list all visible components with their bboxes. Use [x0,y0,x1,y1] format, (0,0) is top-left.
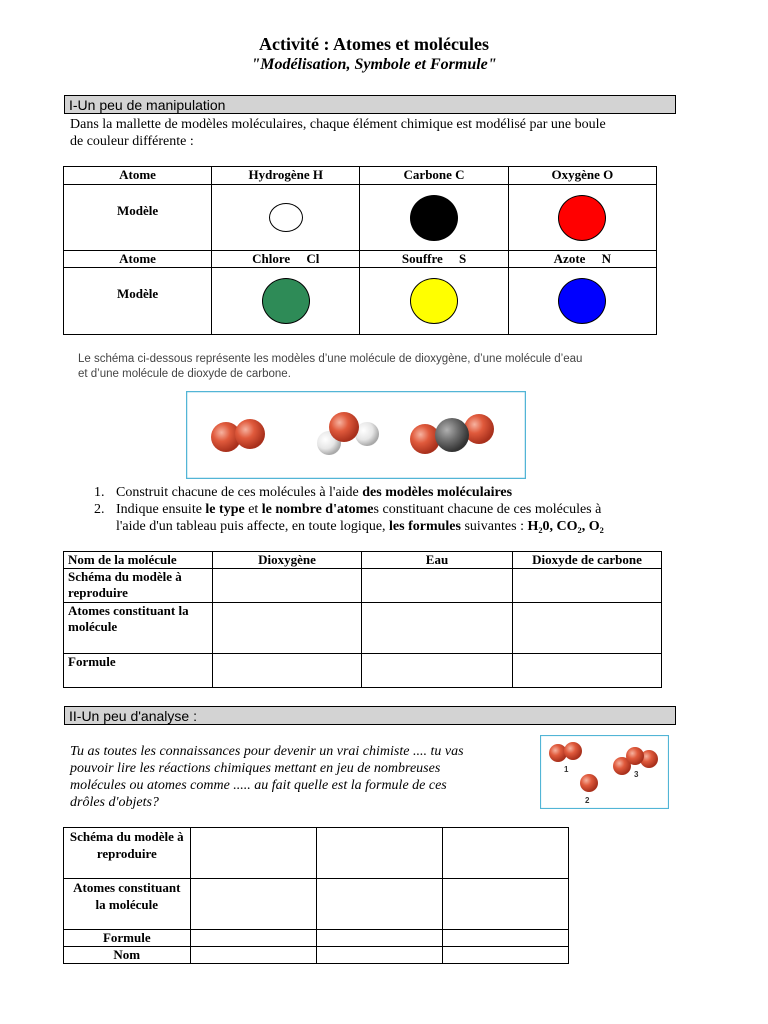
molecules-cell[interactable] [362,654,513,688]
molecules-row-label-atoms: Atomes constituant la molécule [64,603,213,654]
atom-name-carbon: Carbone C [360,167,508,185]
model-label-2: Modèle [64,268,212,335]
instruction-2-part-f: suivantes : [460,519,528,534]
figure-caption-line-1: Le schéma ci-dessous représente les modèles d’une molécule de dioxygène, d’une molécule d’eau [78,353,583,365]
analysis-cell[interactable] [190,930,316,947]
analysis-row-label-formula: Formule [64,930,191,947]
analysis-cell[interactable] [316,947,442,964]
analysis-row-label-atoms: Atomes constituant la molécule [64,879,191,930]
molecules-cell[interactable] [213,569,362,603]
analysis-cell[interactable] [190,828,316,879]
analysis-text-line-1: Tu as toutes les connaissances pour devenir un vrai chimiste .... tu vas [70,744,464,759]
mystery-molecule-1-atom-2 [564,742,582,760]
co2-carbon [435,418,469,452]
figure-caption-line-2: et d’une molécule de dioxyde de carbone. [78,368,291,380]
instructions-list [94,484,674,536]
molecule-models-illustration [186,391,526,479]
molecules-table-header-co2: Dioxyde de carbone [513,552,662,569]
atom-name-nitrogen: Azote N [508,251,656,268]
molecules-cell[interactable] [362,603,513,654]
h2o-oxygen [329,412,359,442]
co2-oxygen-2 [464,414,494,444]
molecules-cell[interactable] [213,654,362,688]
instruction-2-line-2 [116,518,604,535]
analysis-cell[interactable] [316,879,442,930]
atom-name-oxygen: Oxygène O [508,167,656,185]
mystery-molecules-illustration [540,735,669,809]
molecules-cell[interactable] [513,603,662,654]
analysis-cell[interactable] [190,879,316,930]
figure-label-2: 2 [585,796,590,805]
mystery-molecule-2-atom [580,774,598,792]
intro-line-2: de couleur différente : [70,134,194,149]
molecules-row-label-formula: Formule [64,654,213,688]
instruction-1-text: Construit chacune de ces molécules à l'aide [116,485,363,500]
analysis-cell[interactable] [316,828,442,879]
instruction-2-number: 2. [94,502,105,517]
analysis-cell[interactable] [442,930,568,947]
analysis-text-line-3: molécules ou atomes comme ..... au fait quelle est la formule de ces [70,778,447,793]
molecules-cell[interactable] [513,654,662,688]
molecules-table-header-name: Nom de la molécule [64,552,213,569]
instruction-2-line-2-text: l'aide d'un tableau puis affecte, en toute logique, [116,519,390,534]
figure-label-3: 3 [634,770,639,779]
mystery-molecule-3-atom-2 [626,747,644,765]
section-heading-manipulation: I-Un peu de manipulation [64,95,676,114]
molecules-row-label-schema: Schéma du modèle à reproduire [64,569,213,603]
formulas-list: H₂0, CO₂, O₂ [527,519,604,534]
instruction-2-line-1 [116,501,601,518]
molecules-cell[interactable] [513,569,662,603]
o2-atom-2 [235,419,265,449]
model-label: Modèle [64,185,212,251]
sulfur-ball [410,278,458,324]
nitrogen-ball [558,278,606,324]
instruction-2-part-b: le type [205,502,245,517]
carbon-ball [410,195,458,241]
molecules-table-header-dioxygen: Dioxygène [213,552,362,569]
analysis-table [63,827,569,964]
figure-label-1: 1 [564,765,569,774]
instruction-2-part-a: Indique ensuite [116,502,206,517]
instruction-1-number: 1. [94,485,105,500]
analysis-cell[interactable] [190,947,316,964]
atom-header: Atome [64,167,212,185]
analysis-cell[interactable] [442,879,568,930]
instruction-2-part-e: s constituant chacune de ces molécules à [373,502,602,517]
analysis-row-label-schema: Schéma du modèle à reproduire [64,828,191,879]
page-subtitle: "Modélisation, Symbole et Formule" [251,56,497,73]
page-title: Activité : Atomes et molécules [259,34,489,54]
instruction-1-bold: des modèles moléculaires [362,485,513,500]
analysis-cell[interactable] [442,828,568,879]
analysis-text-line-2: pouvoir lire les réactions chimiques mettant en jeu de nombreuses [70,761,441,776]
atom-name-chlorine: Chlore Cl [212,251,360,268]
chlorine-ball [262,278,310,324]
instruction-2-bold: les formules [389,519,461,534]
instruction-1 [116,484,512,501]
analysis-row-label-name: Nom [64,947,191,964]
atom-name-hydrogen: Hydrogène H [212,167,360,185]
oxygen-ball [558,195,606,241]
section-heading-analysis: II-Un peu d'analyse : [64,706,676,725]
atom-name-sulfur: Souffre S [360,251,508,268]
intro-line-1: Dans la mallette de modèles moléculaires, chaque élément chimique est modélisé par une boule [70,117,606,132]
instruction-2-part-d: le nombre d'atome [261,502,374,517]
analysis-cell[interactable] [442,947,568,964]
molecules-table [63,551,662,688]
analysis-cell[interactable] [316,930,442,947]
hydrogen-ball [269,203,303,232]
atoms-table [63,166,657,335]
molecules-cell[interactable] [213,603,362,654]
molecules-cell[interactable] [362,569,513,603]
instruction-2-part-c: et [244,502,262,517]
atom-header-2: Atome [64,251,212,268]
analysis-text-line-4: drôles d'objets? [70,795,159,810]
molecules-table-header-water: Eau [362,552,513,569]
